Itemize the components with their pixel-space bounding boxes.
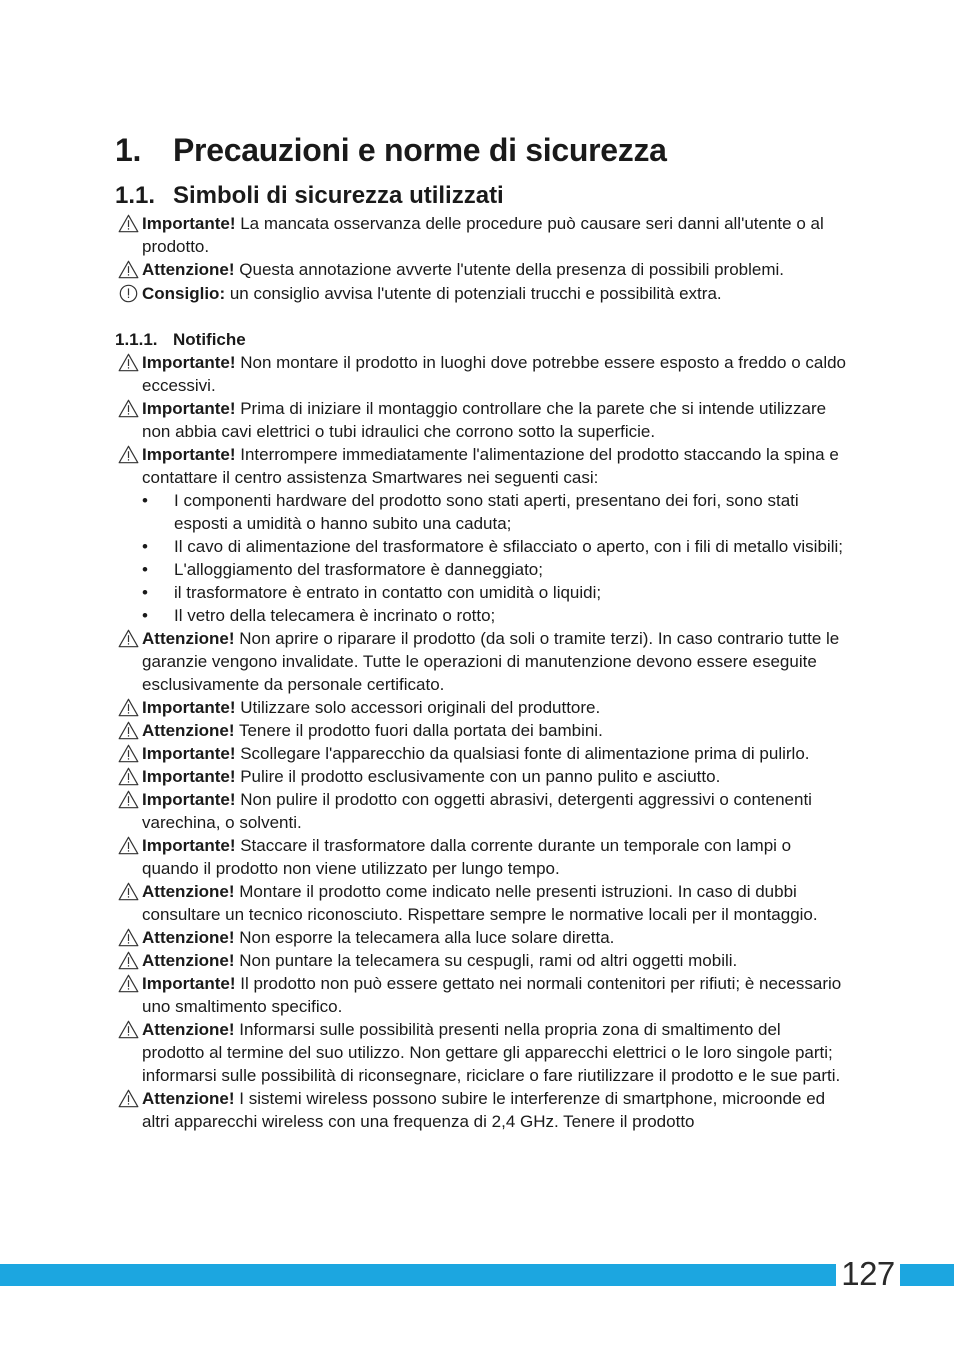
warning-triangle-icon [118, 353, 139, 372]
notice-label: Importante! [142, 445, 236, 464]
notice-item [118, 696, 846, 719]
list-item [118, 604, 846, 627]
warning-triangle-icon [118, 1089, 139, 1108]
notice-item [118, 627, 846, 696]
notice-item [118, 719, 846, 742]
footer-bar [0, 1264, 954, 1286]
exclamation-circle-icon [118, 284, 139, 303]
notice-text: Pulire il prodotto esclusivamente con un panno pulito e asciutto. [235, 767, 721, 786]
warning-triangle-icon [118, 928, 139, 947]
page-number: 127 [841, 1255, 895, 1292]
section-title [115, 180, 504, 212]
page-title [115, 128, 667, 172]
notice-text: Informarsi sulle possibilità presenti nella propria zona di smaltimento del prodotto al termine del suo utilizzo. Non gettare gli apparecchi elettrici o le loro singole parti; informarsi sulle possibilità di riconsegnare, riciclare o fare riutilizzare il prodotto e le sue parti. [142, 1020, 841, 1085]
notice-label: Attenzione! [142, 260, 235, 279]
symbol-item-important [118, 212, 846, 258]
warning-triangle-icon [118, 399, 139, 418]
notice-item [118, 949, 846, 972]
section-title-number: 1.1. [115, 182, 156, 209]
notice-item [118, 1018, 846, 1087]
list-item [118, 535, 846, 558]
notice-label: Attenzione! [142, 928, 235, 947]
notice-text: Utilizzare solo accessori originali del produttore. [235, 698, 601, 717]
notice-label: Importante! [142, 974, 236, 993]
notice-item [118, 880, 846, 926]
warning-triangle-icon [118, 698, 139, 717]
notice-label: Importante! [142, 790, 236, 809]
notice-label: Importante! [142, 399, 236, 418]
cases-list [118, 489, 846, 627]
notice-label: Importante! [142, 767, 236, 786]
notice-label: Attenzione! [142, 882, 235, 901]
list-item [118, 581, 846, 604]
warning-triangle-icon [118, 790, 139, 809]
page-title-number: 1. [115, 132, 142, 168]
warning-triangle-icon [118, 744, 139, 763]
bullet-icon: • [142, 583, 148, 602]
warning-triangle-icon [118, 1020, 139, 1039]
safety-symbols-list [118, 212, 846, 305]
notice-label: Attenzione! [142, 951, 235, 970]
notice-text: La mancata osservanza delle procedure può causare seri danni all'utente o al prodotto. [142, 214, 824, 256]
notice-item [118, 765, 846, 788]
section-title-text: Simboli di sicurezza utilizzati [173, 182, 504, 209]
warning-triangle-icon [118, 951, 139, 970]
warning-triangle-icon [118, 836, 139, 855]
warning-triangle-icon [118, 974, 139, 993]
notice-label: Importante! [142, 353, 236, 372]
page-title-text: Precauzioni e norme di sicurezza [173, 132, 667, 168]
notice-text: Non puntare la telecamera su cespugli, rami od altri oggetti mobili. [234, 951, 738, 970]
notices-list [118, 351, 846, 1133]
warning-triangle-icon [118, 721, 139, 740]
list-item-text: I componenti hardware del prodotto sono stati aperti, presentano dei fori, sono stati esposti a umidità o hanno subito una caduta; [174, 491, 799, 533]
notice-label: Attenzione! [142, 629, 235, 648]
warning-triangle-icon [118, 260, 139, 279]
notice-label: Attenzione! [142, 1020, 235, 1039]
notice-item [118, 972, 846, 1018]
symbol-item-tip [118, 282, 846, 305]
notice-text: Questa annotazione avverte l'utente della presenza di possibili problemi. [234, 260, 785, 279]
list-item-text: Il cavo di alimentazione del trasformatore è sfilacciato o aperto, con i fili di metallo visibili; [174, 537, 843, 556]
notice-label: Attenzione! [142, 721, 235, 740]
warning-triangle-icon [118, 767, 139, 786]
notice-label: Importante! [142, 836, 236, 855]
warning-triangle-icon [118, 214, 139, 233]
list-item [118, 489, 846, 535]
notice-text: Non esporre la telecamera alla luce solare diretta. [234, 928, 615, 947]
notice-text: I sistemi wireless possono subire le interferenze di smartphone, microonde ed altri apparecchi wireless con una frequenza di 2,4 GHz. Tenere il prodotto [142, 1089, 826, 1131]
notice-item [118, 788, 846, 834]
notice-text: Non aprire o riparare il prodotto (da soli o tramite terzi). In caso contrario tutte le garanzie vengono invalidate. Tutte le operazioni di manutenzione devono essere eseguite esclusivamente da personale certificato. [142, 629, 840, 694]
notice-item [118, 397, 846, 443]
notice-item [118, 834, 846, 880]
notice-label: Importante! [142, 214, 236, 233]
notice-item [118, 926, 846, 949]
notice-text: Il prodotto non può essere gettato nei normali contenitori per rifiuti; è necessario uno smaltimento specifico. [142, 974, 842, 1016]
notice-text: Tenere il prodotto fuori dalla portata dei bambini. [234, 721, 603, 740]
subsection-title-text: Notifiche [173, 330, 246, 349]
notice-text: Non pulire il prodotto con oggetti abrasivi, detergenti aggressivi o contenenti varechina, o solventi. [142, 790, 812, 832]
symbol-item-attention [118, 258, 846, 281]
bullet-icon: • [142, 537, 148, 556]
notice-label: Consiglio: [142, 284, 226, 303]
bullet-icon: • [142, 560, 148, 579]
notice-item [118, 1087, 846, 1133]
warning-triangle-icon [118, 882, 139, 901]
notice-label: Importante! [142, 698, 236, 717]
subsection-title-number: 1.1.1. [115, 330, 158, 349]
bullet-icon: • [142, 491, 148, 510]
notice-item [118, 742, 846, 765]
notice-text: Staccare il trasformatore dalla corrente durante un temporale con lampi o quando il prodotto non viene utilizzato per lungo tempo. [142, 836, 792, 878]
notice-text: Prima di iniziare il montaggio controllare che la parete che si intende utilizzare non abbia cavi elettrici o tubi idraulici che corrono sotto la superficie. [142, 399, 827, 441]
list-item-text: il trasformatore è entrato in contatto con umidità o liquidi; [174, 583, 602, 602]
notice-text: Montare il prodotto come indicato nelle presenti istruzioni. In caso di dubbi consultare un tecnico riconosciuto. Rispettare sempre le normative locali per il montaggio. [142, 882, 818, 924]
notice-text: Interrompere immediatamente l'alimentazione del prodotto staccando la spina e contattare il centro assistenza Smartwares nei seguenti casi: [142, 445, 839, 487]
list-item-text: Il vetro della telecamera è incrinato o rotto; [174, 606, 496, 625]
notice-text: Scollegare l'apparecchio da qualsiasi fonte di alimentazione prima di pulirlo. [235, 744, 810, 763]
notice-item [118, 443, 846, 489]
notice-text: Non montare il prodotto in luoghi dove potrebbe essere esposto a freddo o caldo eccessivi. [142, 353, 847, 395]
bullet-icon: • [142, 606, 148, 625]
warning-triangle-icon [118, 445, 139, 464]
notice-text: un consiglio avvisa l'utente di potenziali trucchi e possibilità extra. [225, 284, 722, 303]
list-item-text: L'alloggiamento del trasformatore è danneggiato; [174, 560, 543, 579]
list-item [118, 558, 846, 581]
warning-triangle-icon [118, 629, 139, 648]
notice-label: Importante! [142, 744, 236, 763]
subsection-title [115, 328, 246, 352]
notice-item [118, 351, 846, 397]
notice-label: Attenzione! [142, 1089, 235, 1108]
